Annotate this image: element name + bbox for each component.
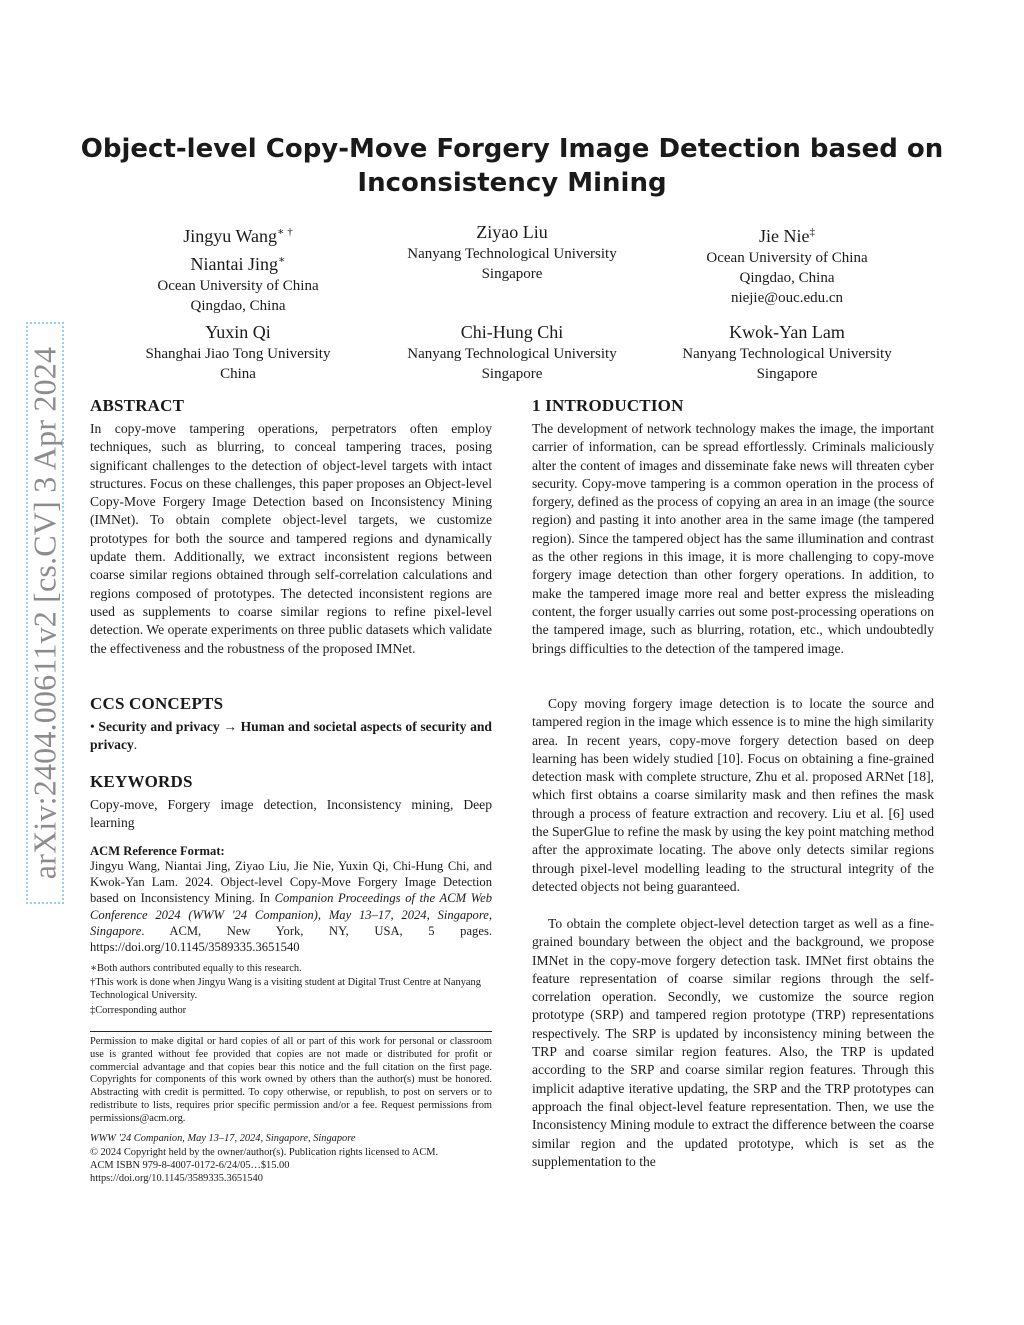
acm-reference-text: Jingyu Wang, Niantai Jing, Ziyao Liu, Jie Nie, Yuxin Qi, Chi-Hung Chi, and Kwok-Yan Lam. 2024. Object-level Copy-Move Forgery Image Detection based on Inconsistency Mining. In Companion Proceedings of the ACM Web Conference 2024 (WWW '24 Companion), May 13–17, 2024, Singapore, Singapore. ACM, New York, NY, USA, 5 pages. https://doi.org/10.1145/3589335.3651540 (90, 859, 492, 955)
abstract-text: In copy-move tampering operations, perpetrators often employ techniques, such as blurring, to conceal tampering traces, posing significant challenges to the detection of object-level targets with intact structures. Focus on these challenges, this paper proposes an Object-level Copy-Move Forgery Image Detection based on Inconsistency Mining (IMNet). To obtain complete object-level targets, we customize prototypes for both the source and tampered regions and dynamically update them. Additionally, we extract inconsistent regions between coarse similar regions obtained through self-correlation calculations and regions composed of prototypes. The detected inconsistent regions are used as supplements to coarse similar regions to refine pixel-level detection. We operate experiments on three public datasets which validate the effectiveness and the robustness of the proposed IMNet. (90, 421, 492, 656)
footnote-equal-contribution: ∗Both authors contributed equally to this research. (90, 963, 302, 974)
author-affiliation: Nanyang Technological University (682, 346, 892, 362)
author-location: China (220, 366, 256, 382)
ccs-concepts: • Security and privacy → Human and societal aspects of security and privacy. (90, 719, 492, 753)
ccs-heading: CCS CONCEPTS (90, 694, 224, 713)
author-email[interactable]: niejie@ouc.edu.cn (730, 290, 844, 306)
author-affiliation: Shanghai Jiao Tong University (145, 346, 331, 362)
author-affiliation: Ocean University of China (706, 250, 868, 266)
intro-paragraph-3: To obtain the complete object-level detection target as well as a fine-grained boundary between the object and the background, we propose IMNet in the copy-move forgery detection task. IMNet first obtains the feature representation of coarse similar regions through the self-correlation operation. Secondly, we customize the source region prototype (SRP) and tampered region prototype (TRP) representations respectively. The SRP is updated by inconsistency mining between the TRP and coarse similar region features. Also, the TRP is updated according to the SRP and coarse similar region features. Through this implicit adaptive iterative updating, the SRP and the TRP prototypes can approach the final object-level feature representation. Then, we use the Inconsistency Mining module to extract the difference between the coarse similar region and the updated prototype, which is set as the supplementation to the (532, 916, 934, 1169)
author-location: Singapore (756, 366, 818, 382)
author-block-4 (118, 320, 358, 384)
intro-paragraph-1: The development of network technology makes the image, the important carrier of information, can be spread effortlessly. Criminals maliciously alter the content of images and disseminate fake news will threaten cyber security. Copy-move tampering is a common operation in the process of forgery, defined as the process of copying an area in an image (the source region) and pasting it into another area in the same image (the tampered region). Since the tampered object has the same illumination and contrast as the other regions in this image, it is more challenging to copy-move forgery image detection than other forgery operations. In addition, to make the tampered image more real and better express the misleading content, the forger usually carries out some post-processing operations on the tampered image, such as blurring, rotation, etc., which undoubtedly brings difficulties to the detection of the tampered image. (532, 421, 934, 656)
author-block-6 (656, 320, 918, 384)
author-location: Qingdao, China (739, 270, 835, 286)
doi-link[interactable]: https://doi.org/10.1145/3589335.3651540 (90, 1173, 263, 1184)
author-block-5 (382, 320, 642, 384)
paper-title: Object-level Copy-Move Forgery Image Detection based on Inconsistency Mining (80, 134, 944, 198)
permission-divider (90, 1031, 492, 1032)
conference-line: WWW '24 Companion, May 13–17, 2024, Singapore, Singapore (90, 1133, 356, 1144)
author-name: Yuxin Qi (205, 322, 271, 342)
isbn-line: ACM ISBN 979-8-4007-0172-6/24/05…$15.00 (90, 1160, 290, 1171)
permission-text: Permission to make digital or hard copies of all or part of this work for personal or classroom use is granted without fee provided that copies are not made or distributed for profit or commercial advantage and that copies bear this notice and the full citation on the first page. Copyrights for components of this work owned by others than the author(s) must be honored. Abstracting with credit is permitted. To copy otherwise, or republish, to post on servers or to redistribute to lists, requires prior specific permission and/or a fee. Request permissions from permissions@acm.org. (90, 1036, 492, 1124)
intro-paragraph-2: Copy moving forgery image detection is to locate the source and tampered region in the image which essence is to mine the high similarity area. In recent years, copy-move forgery detection based on deep learning has been widely studied [10]. Focus on obtaining a fine-grained detection mask with complete structure, Zhu et al. proposed ARNet [18], which first obtains a coarse similarity mask and then refines the mask through a process of feature extraction and recovery. Liu et al. [6] used the SuperGlue to refine the mask by using the key point matching method after the approximate locating. The above only detects similar regions through pixel-level modelling leading to the structural integrity of the detected objects not being guaranteed. (532, 696, 934, 894)
author-affiliation: Ocean University of China (157, 278, 319, 294)
author-name: Ziyao Liu (476, 222, 548, 242)
arxiv-stamp[interactable]: arXiv:2404.00611v2 [cs.CV] 3 Apr 2024 (26, 346, 63, 880)
copyright-line: © 2024 Copyright held by the owner/author(s). Publication rights licensed to ACM. (90, 1147, 439, 1158)
keywords-heading: KEYWORDS (90, 772, 193, 791)
author-name: Kwok-Yan Lam (729, 322, 845, 342)
author-name: Chi-Hung Chi (460, 322, 564, 342)
ccs-concept-link[interactable]: Security and privacy → Human and societal aspects of security and privacy (90, 719, 492, 753)
footnote-corresponding: ‡Corresponding author (90, 1005, 187, 1016)
footnote-visiting-student: †This work is done when Jingyu Wang is a visiting student at Digital Trust Centre at Nanyang Technological University. (90, 977, 481, 1001)
author-location: Singapore (481, 266, 543, 282)
introduction-heading: 1 INTRODUCTION (532, 396, 684, 415)
author-name: Jie Nie (759, 226, 810, 246)
author-affiliation: Nanyang Technological University (407, 346, 617, 362)
author-location: Qingdao, China (190, 298, 286, 314)
author-block-1: Jingyu Wang∗ † Niantai Jing∗ Ocean University of China Qingdao, China (118, 220, 358, 316)
author-name: Niantai Jing (190, 254, 278, 274)
author-affiliation: Nanyang Technological University (407, 246, 617, 262)
author-location: Singapore (481, 366, 543, 382)
acm-reference-doi[interactable]: . ACM, New York, NY, USA, 5 pages. https://doi.org/10.1145/3589335.3651540 (90, 923, 492, 955)
keywords-text: Copy-move, Forgery image detection, Inconsistency mining, Deep learning (90, 797, 492, 831)
author-block-3: Jie Nie‡ Ocean University of China Qingdao, China niejie@ouc.edu.cn (666, 220, 908, 308)
author-block-2 (382, 220, 642, 284)
abstract-heading: ABSTRACT (90, 396, 185, 415)
acm-reference-heading: ACM Reference Format: (90, 844, 225, 858)
author-name: Jingyu Wang (183, 226, 277, 246)
